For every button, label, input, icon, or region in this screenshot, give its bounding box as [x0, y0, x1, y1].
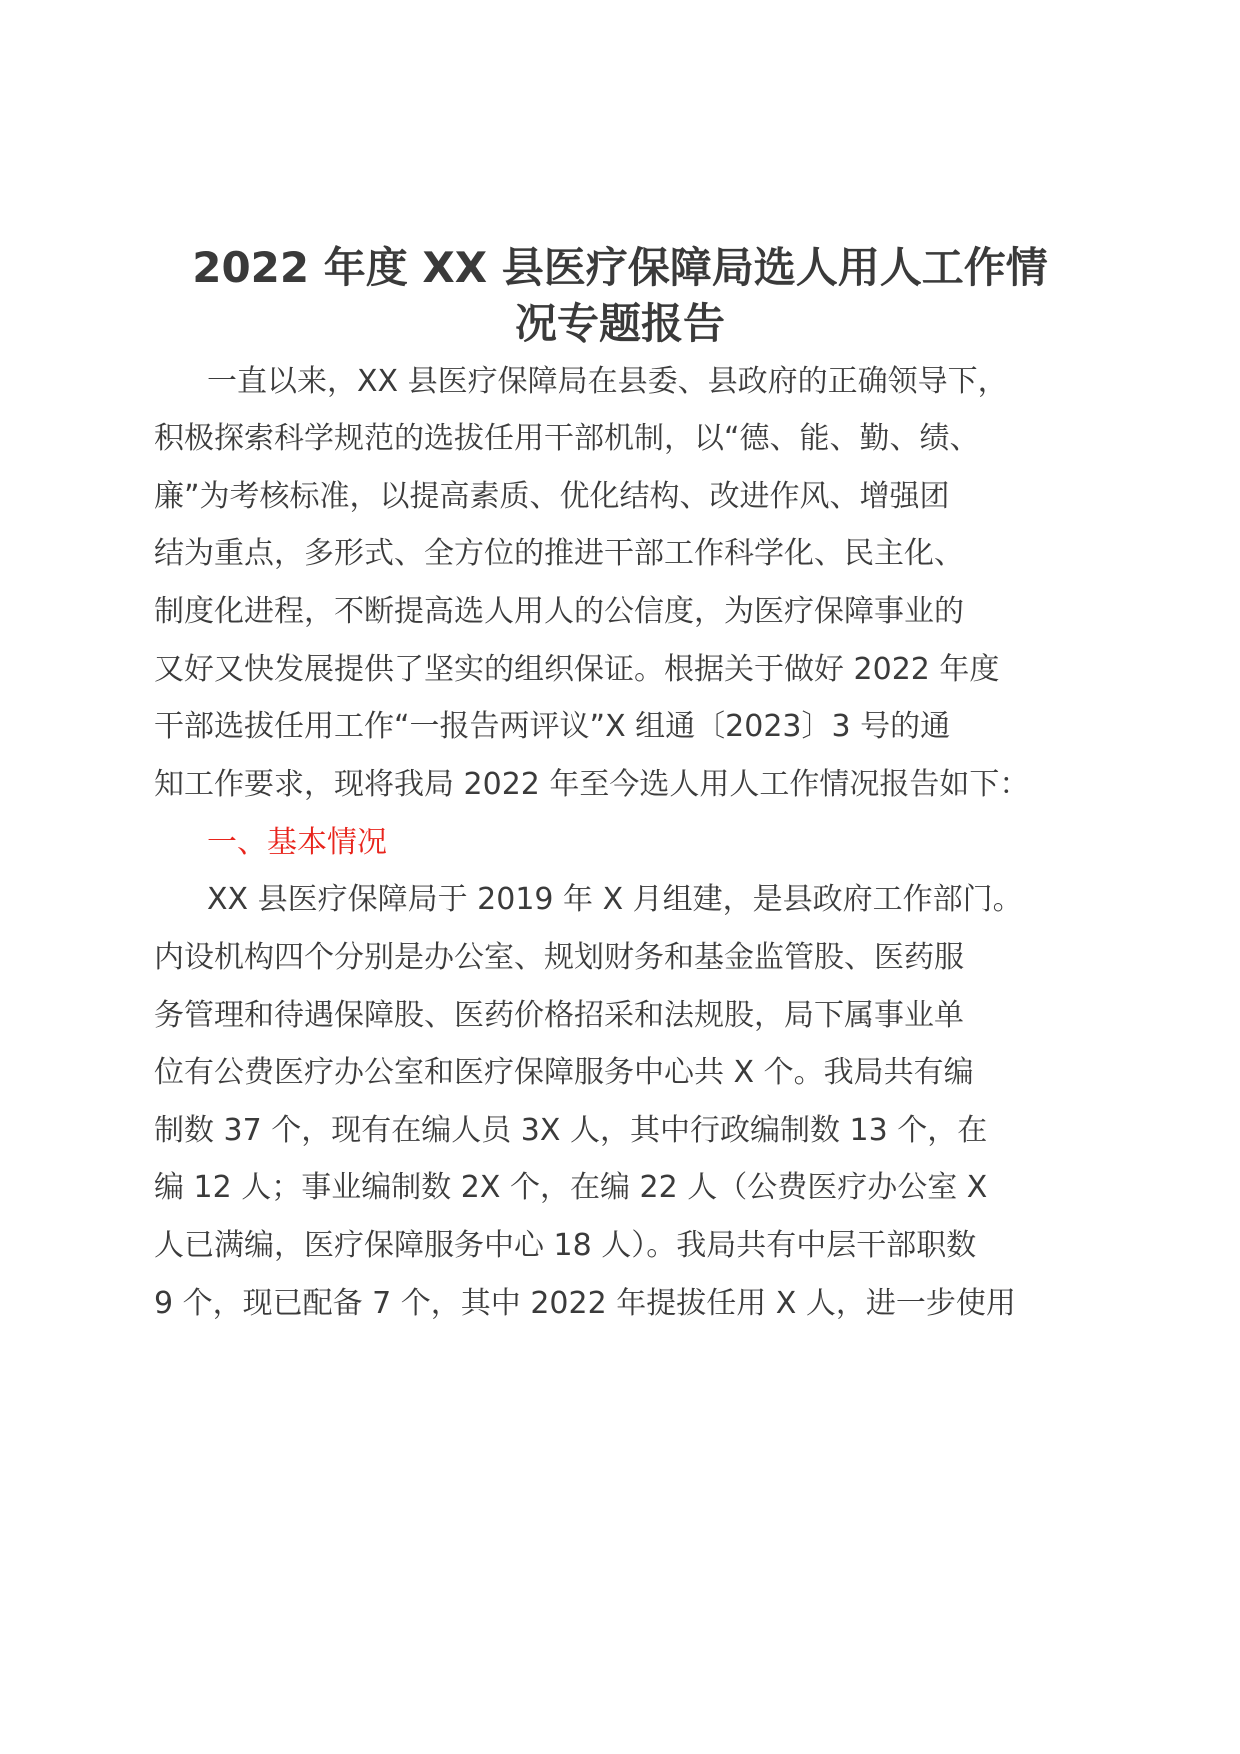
- intro-line-4: 结为重点，多形式、全方位的推进干部工作科学化、民主化、: [154, 536, 964, 571]
- section-line-4: 位有公费医疗办公室和医疗保障服务中心共 X 个。我局共有编: [154, 1055, 974, 1090]
- title-line-1: 2022 年度 XX 县医疗保障局选人用人工作情: [192, 243, 1048, 292]
- intro-line-3: 廉”为考核标准，以提高素质、优化结构、改进作风、增强团: [154, 479, 950, 514]
- section-line-7: 人已满编，医疗保障服务中心 18 人）。我局共有中层干部职数: [154, 1228, 977, 1263]
- section-line-6: 编 12 人；事业编制数 2X 个，在编 22 人（公费医疗办公室 X: [154, 1170, 988, 1205]
- section-line-5: 制数 37 个，现有在编人员 3X 人，其中行政编制数 13 个，在: [154, 1113, 988, 1148]
- intro-line-1: 一直以来，XX 县医疗保障局在县委、县政府的正确领导下，: [207, 364, 1008, 399]
- intro-line-5: 制度化进程，不断提高选人用人的公信度，为医疗保障事业的: [154, 594, 964, 629]
- section-line-8: 9 个，现已配备 7 个，其中 2022 年提拔任用 X 人，进一步使用: [154, 1286, 1016, 1321]
- section-line-1: XX 县医疗保障局于 2019 年 X 月组建，是县政府工作部门。: [207, 882, 1023, 917]
- intro-line-2: 积极探索科学规范的选拔任用干部机制，以“德、能、勤、绩、: [154, 421, 980, 456]
- section-line-3: 务管理和待遇保障股、医药价格招采和法规股，局下属事业单: [154, 998, 964, 1033]
- section-line-2: 内设机构四个分别是办公室、规划财务和基金监管股、医药服: [154, 940, 964, 975]
- document-title: [140, 240, 1100, 352]
- title-line-2: 况专题报告: [514, 299, 725, 348]
- intro-line-6: 又好又快发展提供了坚实的组织保证。根据关于做好 2022 年度: [154, 652, 1000, 687]
- intro-line-8: 知工作要求，现将我局 2022 年至今选人用人工作情况报告如下：: [154, 767, 1030, 802]
- section-heading: 一、基本情况: [207, 825, 387, 860]
- intro-line-7: 干部选拔任用工作“一报告两评议”X 组通〔2023〕3 号的通: [154, 709, 951, 744]
